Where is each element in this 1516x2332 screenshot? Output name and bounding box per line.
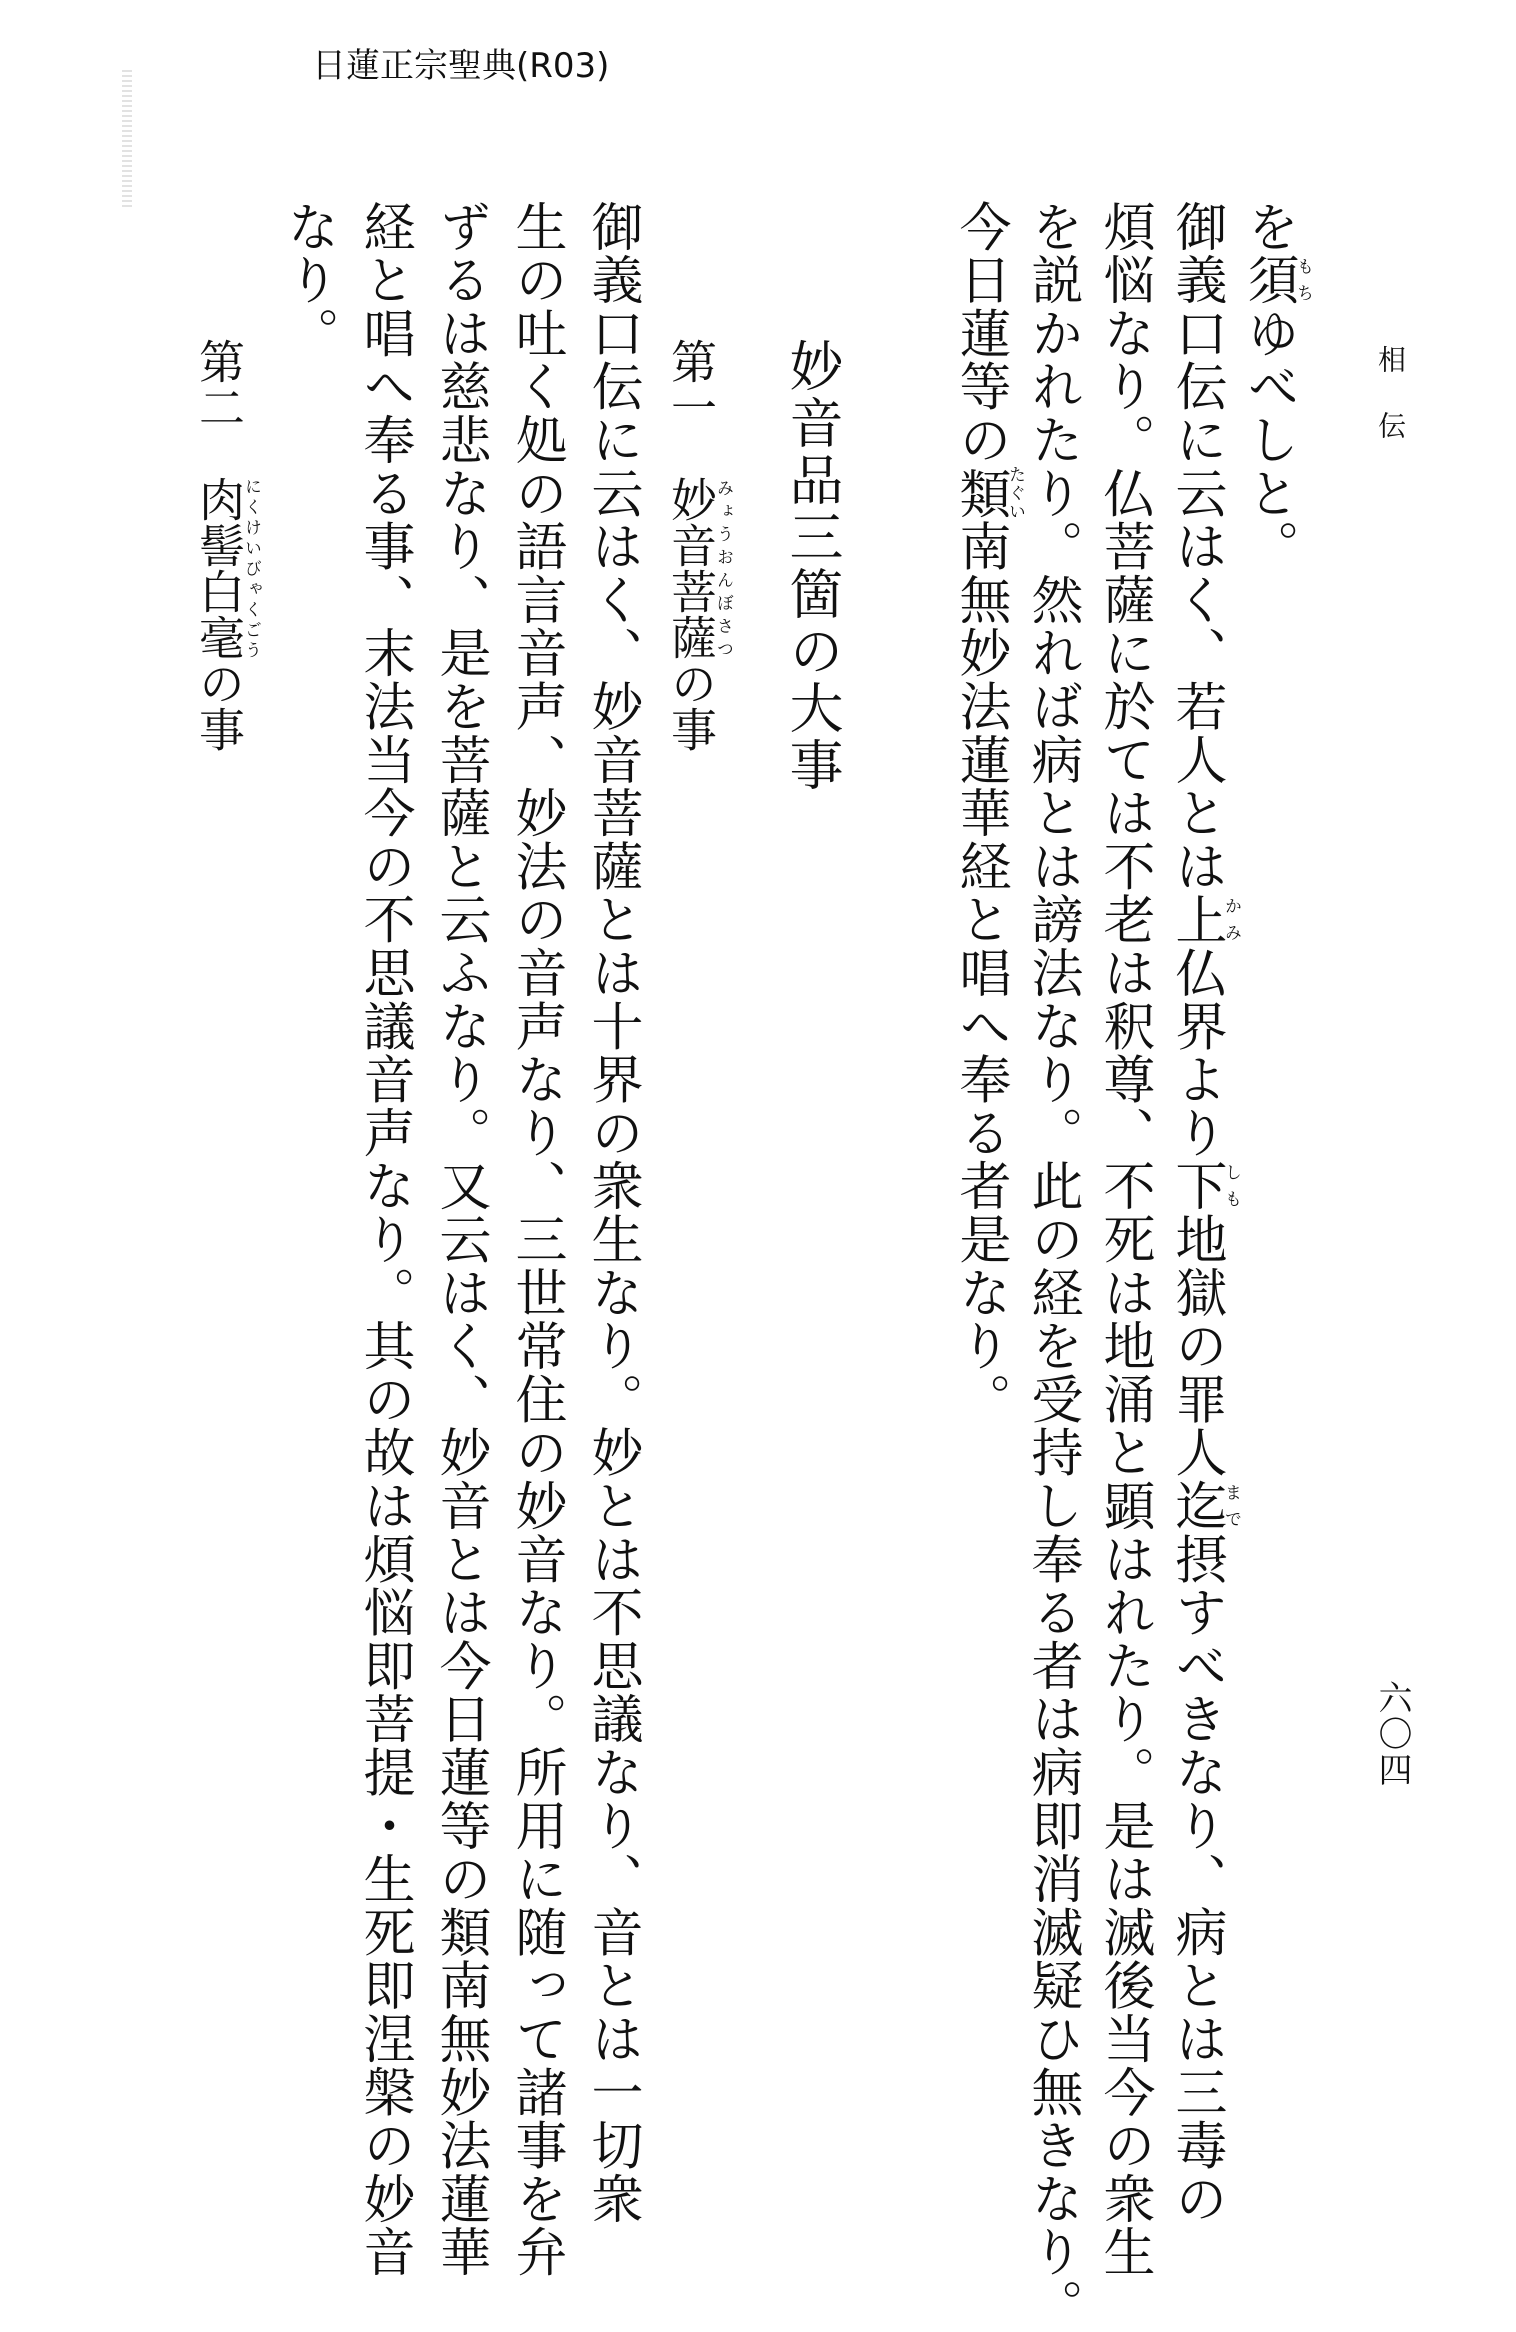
ruby-annotation: 須もち xyxy=(1238,253,1313,307)
ruby-annotation: 肉髻白毫にくけいびゃくごう xyxy=(192,476,261,660)
paragraph-line: 生の吐く処の語言音声、妙法の音声なり、三世常住の妙音なり。所用に随って諸事を弁 xyxy=(506,200,566,2279)
paragraph-line: 経と唱へ奉る事、末法当今の不思議音声なり。其の故は煩悩即菩提・生死即涅槃の妙音 xyxy=(354,200,414,2279)
heading-first xyxy=(664,338,733,752)
document-header: 日蓮正宗聖典(R03) xyxy=(312,46,610,86)
text-line: を須もちゆべしと。 xyxy=(1238,200,1313,574)
ruby-annotation: 下しも xyxy=(1166,1159,1241,1213)
text-line: 煩悩なり。仏菩薩に於ては不老は釈尊、不死は地涌と顕はれたり。是は滅後当今の衆生 xyxy=(1094,200,1154,2279)
running-head: 相伝 xyxy=(1374,345,1407,477)
section-title: 妙音品三箇の大事 xyxy=(781,338,844,794)
paragraph-line: なり。 xyxy=(278,200,338,360)
scan-artifact xyxy=(122,70,132,210)
page-number: 六〇四 xyxy=(1372,1680,1412,1788)
ruby-annotation: 妙音菩薩みょうおんぼさつ xyxy=(664,476,733,660)
ruby-annotation: 上かみ xyxy=(1166,892,1241,947)
heading-second xyxy=(192,338,261,752)
text-line: を説かれたり。然れば病とは謗法なり。此の経を受持し奉る者は病即消滅疑ひ無きなり。 xyxy=(1022,200,1082,2332)
ruby-annotation: 迄まで xyxy=(1166,1479,1241,1533)
heading-number: 第二 xyxy=(192,338,246,430)
paragraph-line: 御義口伝に云はく、妙音菩薩とは十界の衆生なり。妙とは不思議なり、音とは一切衆 xyxy=(582,200,642,2226)
heading-text: 妙音菩薩みょうおんぼさつの事 xyxy=(664,476,733,752)
text-line: 御義口伝に云はく、若人とは上かみ仏界より下しも地獄の罪人迄まで摂すべきなり、病とは三毒の xyxy=(1166,200,1241,2226)
text-line: 今日蓮等の類たぐい南無妙法蓮華経と唱へ奉る者是なり。 xyxy=(950,200,1025,1426)
heading-text: 肉髻白毫にくけいびゃくごうの事 xyxy=(192,476,261,752)
ruby-annotation: 類たぐい xyxy=(950,465,1025,521)
heading-number: 第一 xyxy=(664,338,718,430)
paragraph-line: ずるは慈悲なり、是を菩薩と云ふなり。又云はく、妙音とは今日蓮等の類南無妙法蓮華 xyxy=(430,200,490,2279)
